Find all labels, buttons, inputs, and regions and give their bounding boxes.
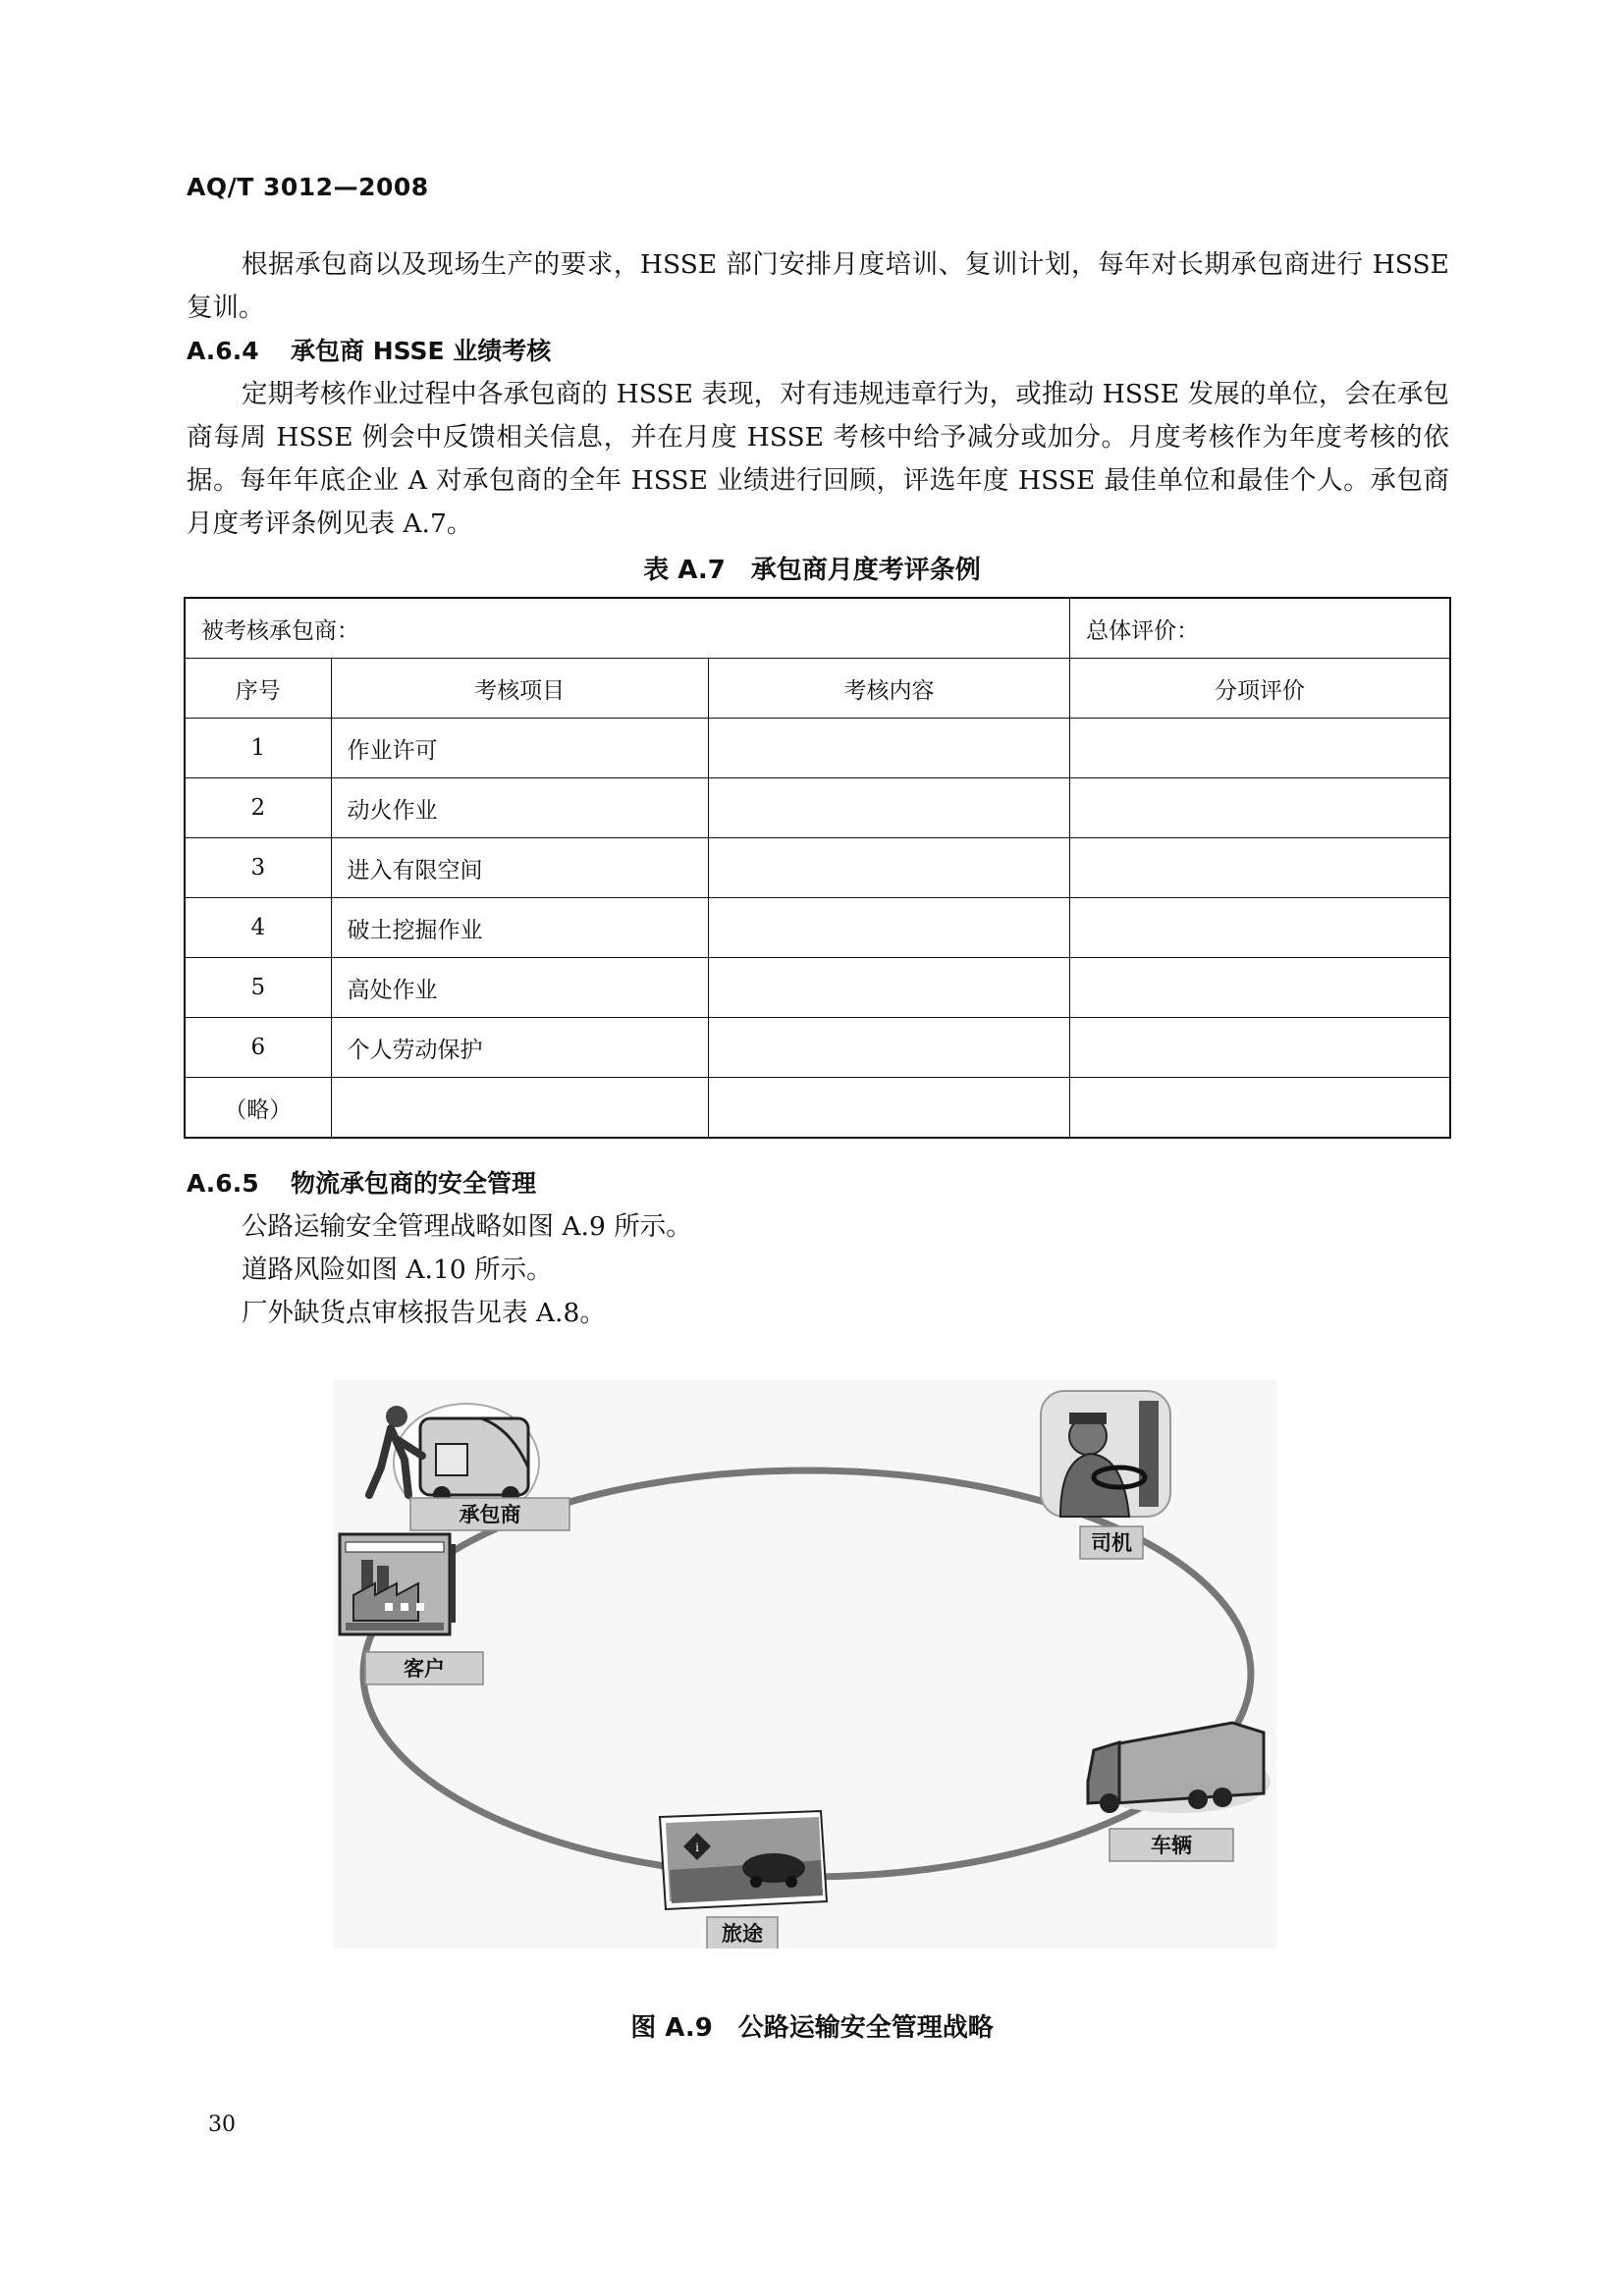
row-item: 个人劳动保护 [331, 1018, 708, 1078]
row-content [708, 838, 1069, 898]
row-number: 6 [185, 1018, 331, 1078]
table-row [185, 778, 1450, 838]
row-evaluation [1070, 1018, 1450, 1078]
intro-paragraph: 根据承包商以及现场生产的要求，HSSE 部门安排月度培训、复训计划，每年对长期承包商进行 HSSE 复训。 [187, 249, 1449, 323]
row-item: 动火作业 [331, 778, 708, 838]
svg-text:i: i [695, 1841, 699, 1854]
assessed-contractor-label: 被考核承包商： [185, 598, 1070, 659]
section-a64-paragraph: 定期考核作业过程中各承包商的 HSSE 表现，对有违规违章行为，或推动 HSSE 发展的单位，会在承包商每周 HSSE 例会中反馈相关信息，并在月度 HSSE 考核中给予减分或加分。月度考核作为年度考核的依据。每年年底企业 A 对承包商的全年 HSSE 业绩进行回顾，评选年度 HSSE 最佳单位和最佳个人。承包商月度考评条例见表 A.7。 [187, 379, 1449, 539]
section-heading-a64 [187, 330, 551, 373]
table-row [185, 958, 1450, 1018]
row-evaluation [1070, 838, 1450, 898]
section-number: A.6.5 [187, 1169, 259, 1198]
column-header: 考核项目 [331, 659, 708, 719]
journey-label: 旅途 [722, 1922, 763, 1946]
section-a65-line: 道路风险如图 A.10 所示。 [242, 1255, 553, 1285]
row-item: 进入有限空间 [331, 838, 708, 898]
row-number: 3 [185, 838, 331, 898]
table-row [185, 719, 1450, 778]
section-number: A.6.4 [187, 337, 259, 365]
row-content [708, 898, 1069, 958]
row-evaluation [1070, 958, 1450, 1018]
column-header: 考核内容 [708, 659, 1069, 719]
row-item: 破土挖掘作业 [331, 898, 708, 958]
section-title: 承包商 HSSE 业绩考核 [291, 337, 552, 365]
section-a65-line: 厂外缺货点审核报告见表 A.8。 [242, 1298, 606, 1328]
row-evaluation [1070, 1078, 1450, 1139]
table-row [185, 1018, 1450, 1078]
row-number: 5 [185, 958, 331, 1018]
evaluation-table [184, 597, 1451, 1139]
row-evaluation [1070, 719, 1450, 778]
page-number: 30 [208, 2112, 236, 2137]
vehicle-label: 车辆 [1151, 1834, 1192, 1857]
section-title: 物流承包商的安全管理 [291, 1169, 537, 1198]
driver-label: 司机 [1091, 1531, 1132, 1555]
contractor-label: 承包商 [459, 1503, 521, 1526]
road-transport-strategy-diagram [334, 1379, 1276, 1949]
table-header-row [185, 659, 1450, 719]
row-content [708, 1018, 1069, 1078]
table-meta-row [185, 598, 1450, 659]
row-item: 作业许可 [331, 719, 708, 778]
customer-label: 客户 [404, 1657, 445, 1681]
table-row [185, 898, 1450, 958]
row-item: 高处作业 [331, 958, 708, 1018]
table-caption: 表 A.7 承包商月度考评条例 [643, 556, 981, 585]
row-number: （略） [185, 1078, 331, 1139]
row-content [708, 958, 1069, 1018]
row-number: 1 [185, 719, 331, 778]
overall-evaluation-label: 总体评价： [1070, 598, 1450, 659]
section-heading-a65 [187, 1162, 536, 1205]
row-item [331, 1078, 708, 1139]
row-content [708, 719, 1069, 778]
table-row [185, 1078, 1450, 1139]
column-header: 序号 [185, 659, 331, 719]
factory-icon [340, 1534, 456, 1634]
column-header: 分项评价 [1070, 659, 1450, 719]
row-evaluation [1070, 898, 1450, 958]
table-row [185, 838, 1450, 898]
section-a65-line: 公路运输安全管理战略如图 A.9 所示。 [242, 1211, 692, 1242]
driver-icon [1041, 1391, 1170, 1517]
row-number: 2 [185, 778, 331, 838]
document-code: AQ/T 3012—2008 [187, 173, 429, 201]
figure-caption: 图 A.9 公路运输安全管理战略 [630, 2013, 994, 2043]
road-car-icon [660, 1811, 827, 1909]
row-content [708, 778, 1069, 838]
row-number: 4 [185, 898, 331, 958]
row-evaluation [1070, 778, 1450, 838]
row-content [708, 1078, 1069, 1139]
